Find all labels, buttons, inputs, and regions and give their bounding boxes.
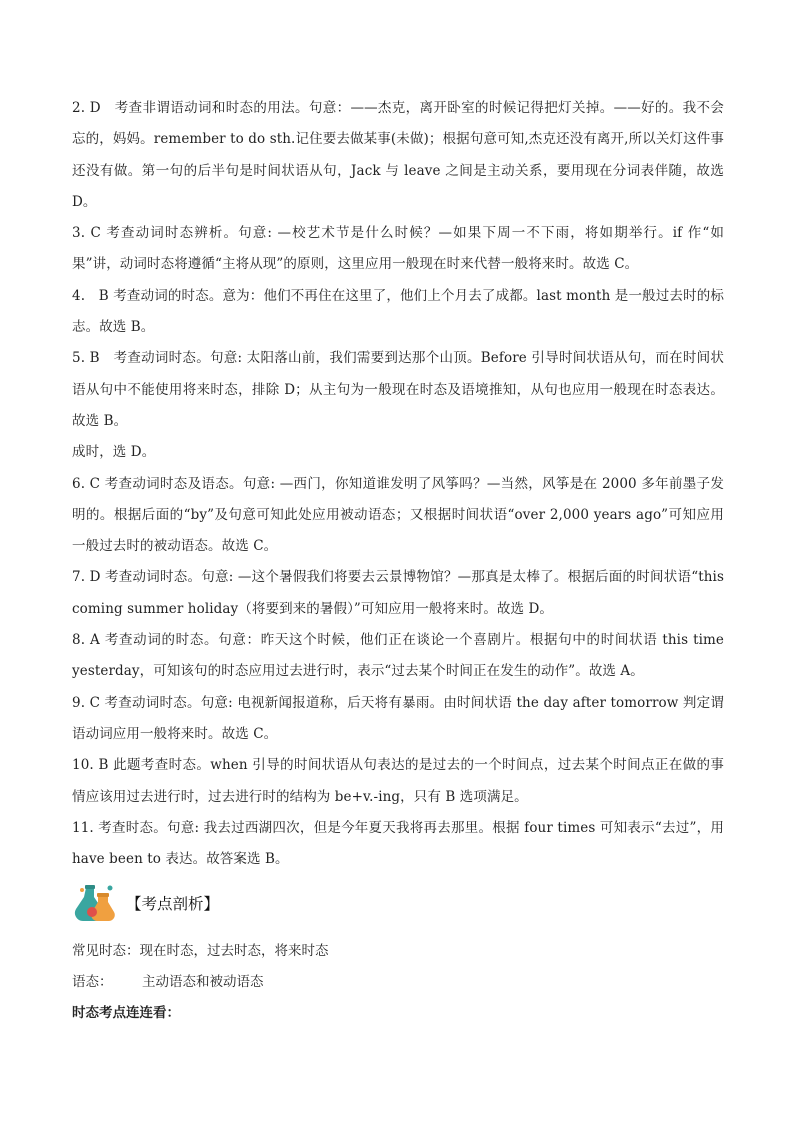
answer-item: 3. C 考查动词时态辨析。句意: —校艺术节是什么时候？—如果下周一不下雨，将如期举行。if 作“如果”讲，动词时态将遵循“主将从现”的原则，这里应用一般现在时来代替一般将来时。故选 C。 — [72, 225, 724, 273]
voice-value: 主动语态和被动语态 — [142, 974, 264, 990]
answer-item: 5. B 考查动词时态。句意: 太阳落山前，我们需要到达那个山顶。Before 引导时间状语从句，而在时间状语从句中不能使用将来时态，排除 D；从主句为一般现在时态及语境推知，从句也应用一般现在时态表达。故选 B。 — [72, 350, 724, 429]
answer-item: 11. 考查时态。句意: 我去过西湖四次，但是今年夏天我将再去那里。根据 four times 可知表示“去过”，用 have been to 表达。故答案选 B。 — [72, 819, 724, 868]
answer-item: 8. A 考查动词的时态。句意：昨天这个时候，他们正在谈论一个喜剧片。根据句中的时间状语 this time yesterday，可知该句的时态应用过去进行时，表示“过去某个时间正在发生的动作”。故选 A。 — [72, 632, 724, 680]
flask-icon — [72, 882, 118, 924]
bold-heading: 时态考点连连看： — [72, 1005, 180, 1021]
answer-item: 10. B 此题考查时态。when 引导的时间状语从句表达的是过去的一个时间点，过去某个时间点正在做的事情应该用过去进行时，过去进行时的结构为 be+v.-ing，只有 B 选项满足。 — [72, 757, 724, 805]
answer-item: 4. B 考查动词的时态。意为：他们不再住在这里了，他们上个月去了成都。last month 是一般过去时的标志。故选 B。 — [72, 287, 724, 336]
answer-item-fragment: 成时，选 D。 — [72, 444, 156, 461]
section-title: 【考点剖析】 — [126, 895, 220, 913]
voice-line — [72, 967, 724, 998]
answer-item: 7. D 考查动词时态。句意: —这个暑假我们将要去云景博物馆？—那真是太棒了。根据后面的时间状语“this coming summer holiday（将要到来的暑假）”可知应用一般将来时。故选 D。 — [72, 569, 724, 617]
answer-explanations — [72, 93, 724, 875]
voice-label: 语态： — [72, 974, 113, 990]
tense-line: 常见时态：现在时态，过去时态，将来时态 — [72, 943, 329, 959]
answer-item: 9. C 考查动词时态。句意: 电视新闻报道称，后天将有暴雨。由时间状语 the day after tomorrow 判定谓语动词应用一般将来时。故选 C。 — [72, 694, 724, 742]
section-body — [72, 936, 724, 1029]
answer-item: 6. C 考查动词时态及语态。句意: —西门，你知道谁发明了风筝吗？—当然，风筝是在 2000 多年前墨子发明的。根据后面的“by”及句意可知此处应用被动语态；又根据时间状语“over 2,000 years ago”可知应用一般过去时的被动语态。故选 C。 — [72, 475, 724, 555]
section-heading — [72, 882, 219, 924]
answer-item: 2. D 考查非谓语动词和时态的用法。句意：——杰克，离开卧室的时候记得把灯关掉。——好的。我不会忘的，妈妈。remember to do sth.记住要去做某事(未做)；根据句意可知,杰克还没有离开,所以关灯这件事还没有做。第一句的后半句是时间状语从句，Jack 与 leave 之间是主动关系，要用现在分词表伴随，故选 D。 — [72, 100, 724, 210]
